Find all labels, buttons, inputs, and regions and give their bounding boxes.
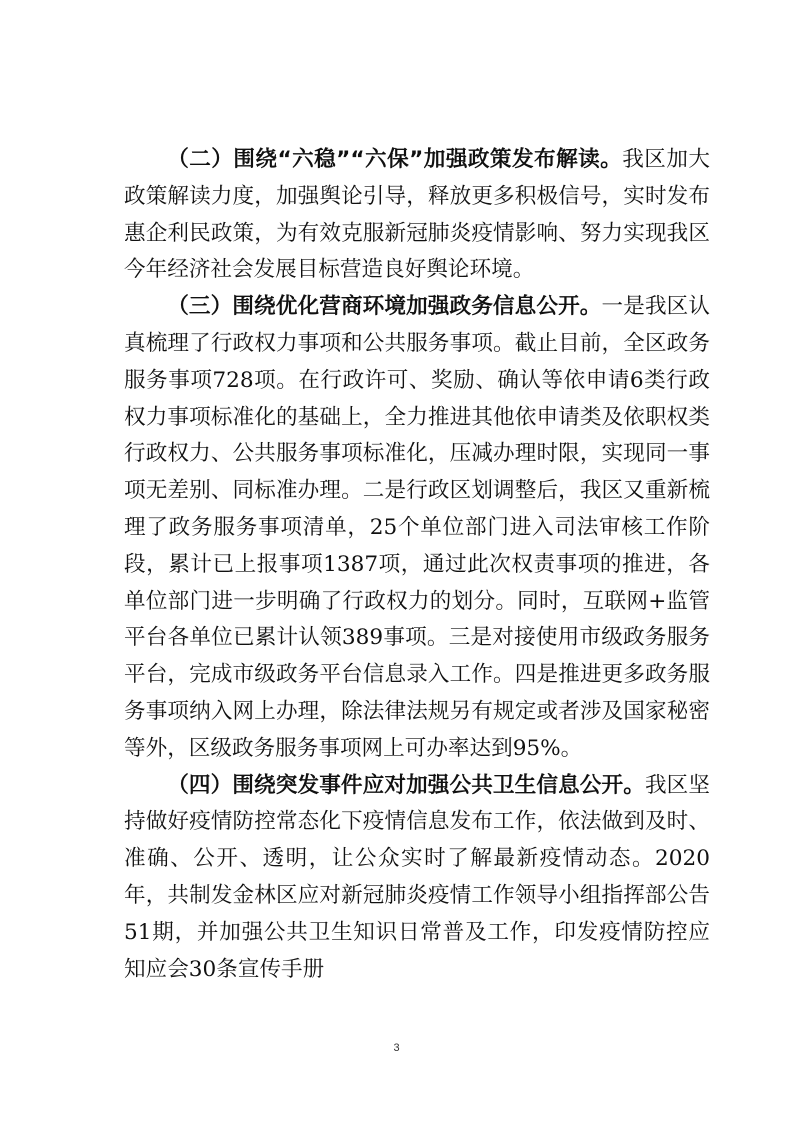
paragraph-policy-interpretation (124, 142, 710, 289)
paragraph-business-environment (124, 289, 710, 767)
paragraph-text: 一是我区认真梳理了行政权力事项和公共服务事项。截止目前，全区政务服务事项728项。在行政许可、奖励、确认等依申请6类行政权力事项标准化的基础上，全力推进其他依申请类及依职权类行政权力、公共服务事项标准化，压减办理时限，实现同一事项无差别、同标准办理。二是行政区划调整后，我区又重新梳理了政务服务事项清单，25个单位部门进入司法审核工作阶段，累计已上报事项1387项，通过此次权责事项的推进，各单位部门进一步明确了行政权力的划分。同时，互联网+监管平台各单位已累计认领389事项。三是对接使用市级政务服务平台，完成市级政务平台信息录入工作。四是推进更多政务服务事项纳入网上办理，除法律法规另有规定或者涉及国家秘密等外，区级政务服务事项网上可办率达到95%。 (124, 294, 710, 761)
paragraph-public-health (124, 768, 710, 989)
paragraph-heading: （三）围绕优化营商环境加强政务信息公开。 (167, 294, 602, 320)
page-number: 3 (393, 1042, 400, 1054)
paragraph-heading: （四）围绕突发事件应对加强公共卫生信息公开。 (167, 772, 645, 798)
document-body (124, 142, 710, 988)
paragraph-text: 我区坚持做好疫情防控常态化下疫情信息发布工作，依法做到及时、准确、公开、透明，让公众实时了解最新疫情动态。2020年，共制发金林区应对新冠肺炎疫情工作领导小组指挥部公告51期，并加强公共卫生知识日常普及工作，印发疫情防控应知应会30条宣传手册 (124, 772, 710, 982)
paragraph-text: 我区加大政策解读力度，加强舆论引导，释放更多积极信号，实时发布惠企利民政策，为有效克服新冠肺炎疫情影响、努力实现我区今年经济社会发展目标营造良好舆论环境。 (124, 147, 710, 283)
paragraph-heading: （二）围绕“六稳”“六保”加强政策发布解读。 (167, 147, 623, 172)
